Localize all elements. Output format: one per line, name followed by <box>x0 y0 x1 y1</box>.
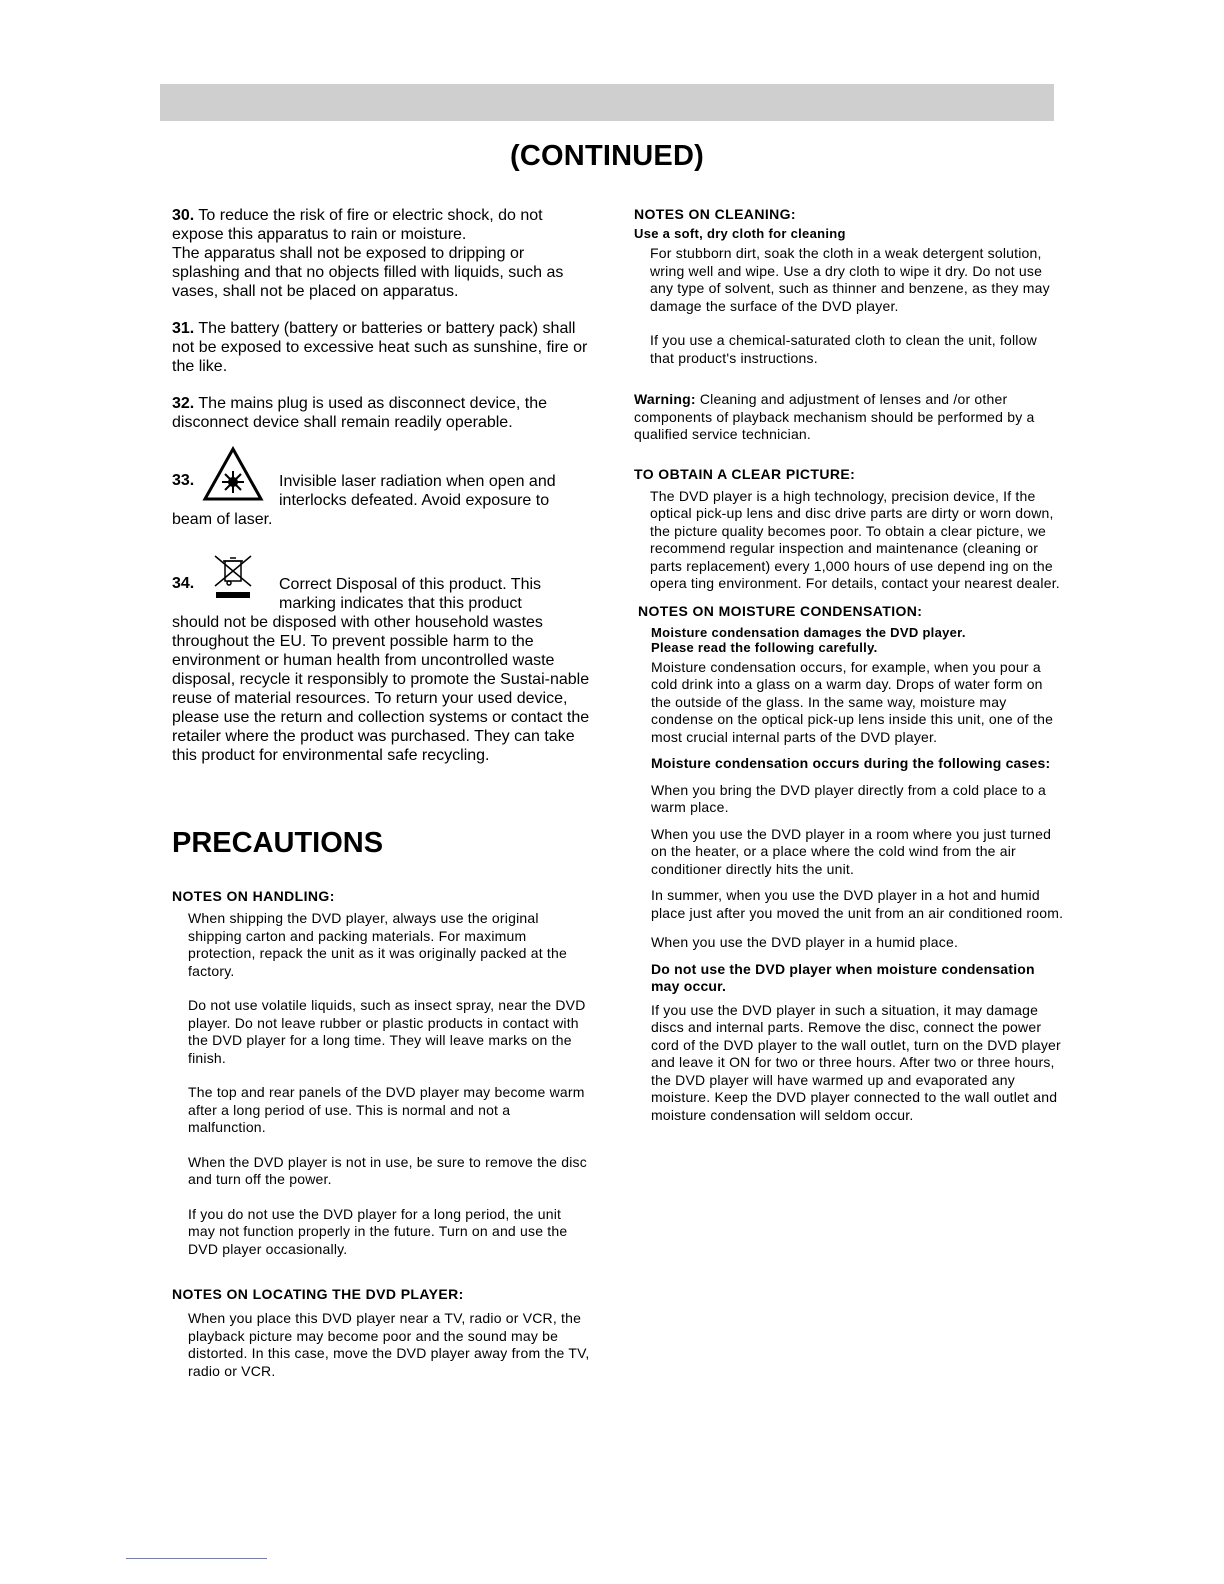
precautions-title: PRECAUTIONS <box>172 827 384 859</box>
moisture-paragraph: Moisture condensation occurs, for example, when you pour a cold drink into a glass on a warm day. Drops of water form on the outside of the glass. In the same way, moisture may condense on the optical pick-up lens inside this unit, one of the most crucial internal parts of the DVD player. <box>651 658 1054 745</box>
left-column <box>172 206 592 1380</box>
header-bar <box>160 84 1054 121</box>
page-title: (CONTINUED) <box>510 140 704 172</box>
cleaning-section <box>634 206 1064 444</box>
item-31: 31. The battery (battery or batteries or battery pack) shall not be exposed to excessive heat such as sunshine, fire or the like. <box>172 320 588 375</box>
clear-picture-section <box>634 466 1064 593</box>
moisture-donot-heading: Do not use the DVD player when moisture condensation may occur. <box>651 960 1035 994</box>
handling-paragraph: When shipping the DVD player, always use the original shipping carton and packing materials. For maximum protection, repack the unit as it was originally packed at the factory. <box>188 910 567 979</box>
handling-heading: NOTES ON HANDLING: <box>172 888 335 904</box>
handling-paragraph: If you do not use the DVD player for a long period, the unit may not function properly in the future. Turn on and use the DVD player occasionally. <box>188 1205 568 1257</box>
moisture-section <box>634 603 1064 1125</box>
locating-paragraph: When you place this DVD player near a TV, radio or VCR, the playback picture may become poor and the sound may be distorted. In this case, move the DVD player away from the TV, radio or VCR. <box>188 1310 590 1379</box>
cleaning-warning: Warning: Cleaning and adjustment of lenses and /or other components of playback mechanism should be performed by a qualified service technician. <box>634 391 1035 442</box>
item-30: 30. To reduce the risk of fire or electric shock, do not expose this apparatus to rain or moisture. <box>172 207 543 243</box>
clear-picture-paragraph: The DVD player is a high technology, precision device, If the optical pick-up lens and disc drive parts are dirty or worn down, the picture quality becomes poor. To obtain a clear picture, we recommend regular inspection and maintenance (cleaning or parts replacement) every 1,000 hours of use depend ing on the opera ting environment. For details, contact your nearest dealer. <box>650 487 1060 591</box>
moisture-donot-paragraph: If you use the DVD player in such a situation, it may damage discs and internal parts. Remove the disc, connect the power cord of the DVD player to the wall outlet, turn on the DVD player and leave it ON for two or three hours. After two or three hours, the DVD player will have warmed up and evaporated any moisture. Keep the DVD player connected to the wall outlet and moisture condensation will seldom occur. <box>651 1001 1061 1123</box>
handling-section <box>172 888 592 1258</box>
moisture-case: When you use the DVD player in a humid place. <box>651 934 959 950</box>
right-column <box>634 206 1064 1124</box>
cleaning-paragraph: If you use a chemical-saturated cloth to clean the unit, follow that product's instructions. <box>650 332 1037 366</box>
handling-paragraph: Do not use volatile liquids, such as insect spray, near the DVD player. Do not leave rubber or plastic products in contact with the DVD player for a long time. They will leave marks on the finish. <box>188 997 586 1066</box>
moisture-case: In summer, when you use the DVD player in a hot and humid place just after you moved the unit from an air conditioned room. <box>651 887 1064 921</box>
crossed-out-bin-icon <box>212 553 254 599</box>
cleaning-paragraph: For stubborn dirt, soak the cloth in a weak detergent solution, wring well and wipe. Use a dry cloth to wipe it dry. Do not use any type of solvent, such as thinner and benzene, as they may damage the surface of the DVD player. <box>650 245 1050 314</box>
item-32: 32. The mains plug is used as disconnect device, the disconnect device shall remain readily operable. <box>172 395 548 431</box>
moisture-cases-heading: Moisture condensation occurs during the following cases: <box>651 755 1051 771</box>
moisture-heading: NOTES ON MOISTURE CONDENSATION: <box>638 602 923 619</box>
cleaning-heading: NOTES ON CLEANING: <box>634 206 796 222</box>
handling-paragraph: The top and rear panels of the DVD player may become warm after a long period of use. This is normal and not a malfunction. <box>188 1084 585 1135</box>
moisture-case: When you use the DVD player in a room where you just turned on the heater, or a place where the cold wind from the air conditioner directly hits the unit. <box>651 825 1052 877</box>
clear-picture-heading: TO OBTAIN A CLEAR PICTURE: <box>634 465 856 482</box>
locating-section <box>172 1286 592 1380</box>
handling-paragraph: When the DVD player is not in use, be sure to remove the disc and turn off the power. <box>188 1153 587 1187</box>
moisture-subheading: Please read the following carefully. <box>651 639 878 655</box>
cleaning-subheading: Use a soft, dry cloth for cleaning <box>634 226 846 241</box>
item-33: 33. Invisible laser radiation when open and interlocks defeated. Avoid exposure to beam of laser. <box>172 452 592 529</box>
laser-warning-icon <box>202 446 264 502</box>
locating-heading: NOTES ON LOCATING THE DVD PLAYER: <box>172 1286 464 1302</box>
footer-link-underline <box>126 1558 267 1559</box>
moisture-case: When you bring the DVD player directly from a cold place to a warm place. <box>651 781 1047 815</box>
item-34: 34. Correct Disposal of this product. This marking indicates that this product should not be disposed with other household wastes throughout the EU. To prevent possible harm to the environment or human health from uncontrolled waste disposal, recycle it responsibly to promote the Sustai-nable reuse of material resources. To return your used device, please use the return and collection systems or contact the retailer where the product was purchased. They can take this product for environmental safe recycling. <box>172 555 592 765</box>
item-30-continued: The apparatus shall not be exposed to dripping or splashing and that no objects filled with liquids, such as vases, shall not be placed on apparatus. <box>172 245 564 300</box>
moisture-subheading: Moisture condensation damages the DVD player. <box>651 624 966 640</box>
